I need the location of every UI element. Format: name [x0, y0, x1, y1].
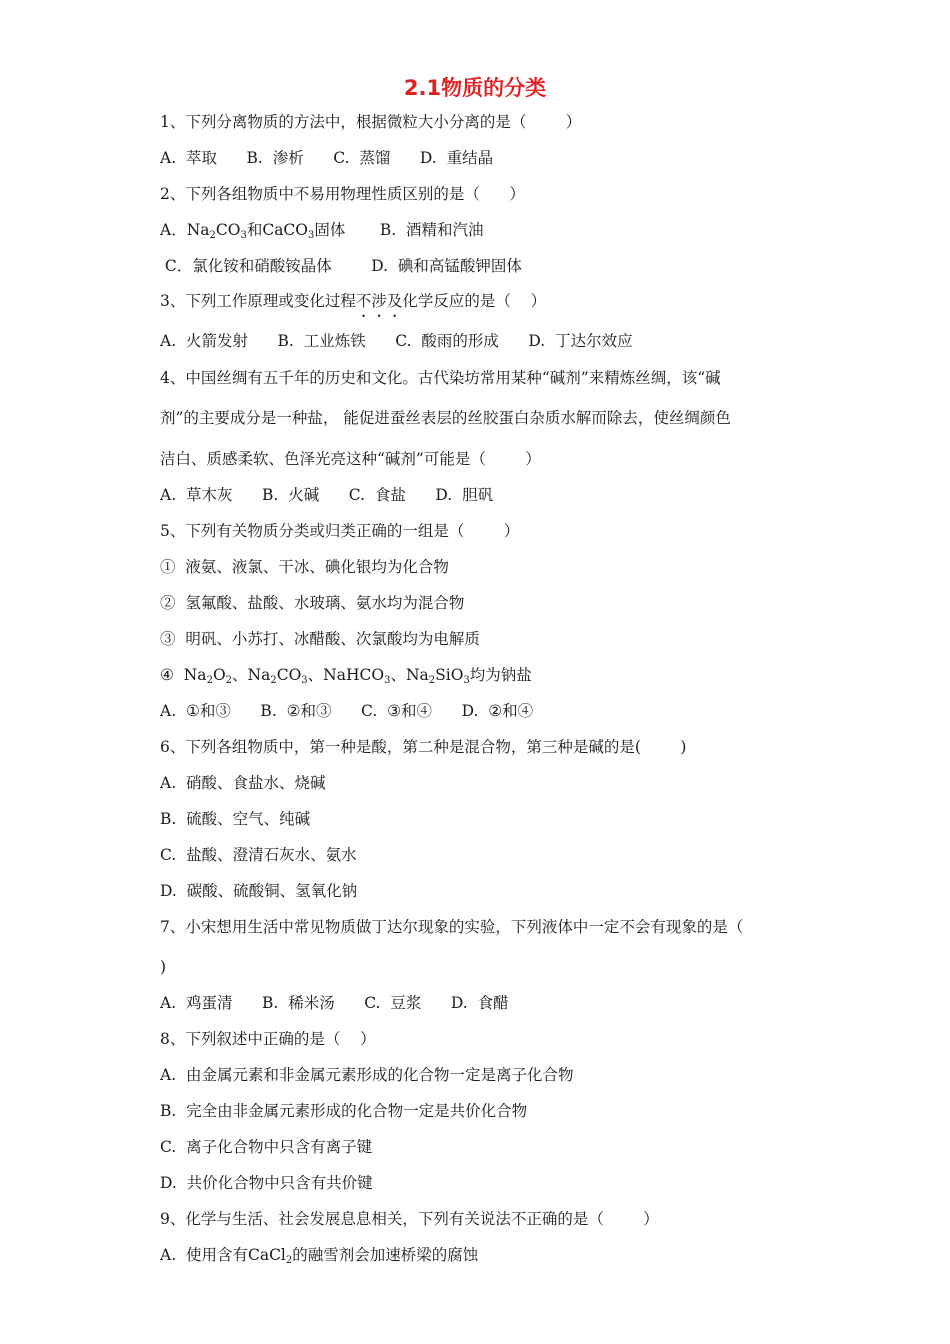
question-5-statement-1: ① 液氨、液氯、干冰、碘化银均为化合物	[160, 558, 449, 576]
question-4-line-3: 洁白、质感柔软、色泽光亮这种“碱剂”可能是（ ）	[160, 450, 541, 468]
question-7-line-2: )	[160, 958, 167, 976]
question-4-line-1: 4、中国丝绸有五千年的历史和文化。古代染坊常用某种“碱剂”来精炼丝绸，该“碱	[160, 369, 721, 387]
question-6-stem: 6、下列各组物质中，第一种是酸，第二种是混合物，第三种是碱的是( )	[160, 738, 687, 756]
question-8-option-a: A. 由金属元素和非金属元素形成的化合物一定是离子化合物	[160, 1066, 574, 1084]
question-7-line-1: 7、小宋想用生活中常见物质做丁达尔现象的实验，下列液体中一定不会有现象的是（	[160, 918, 744, 936]
question-8-stem: 8、下列叙述中正确的是（ ）	[160, 1030, 376, 1048]
question-6-option-a: A. 硝酸、食盐水、烧碱	[160, 774, 326, 792]
question-9-option-a: A. 使用含有CaCl$_2$的融雪剂会加速桥梁的腐蚀	[160, 1246, 479, 1266]
question-1-stem: 1、下列分离物质的方法中，根据微粒大小分离的是（ ）	[160, 113, 582, 131]
question-5-statement-3: ③ 明矾、小苏打、冰醋酸、次氯酸均为电解质	[160, 630, 480, 648]
page-title: 2.1物质的分类	[403, 76, 547, 100]
question-6-option-b: B. 硫酸、空气、纯碱	[160, 810, 311, 828]
question-5-options: A. ①和③ B. ②和③ C. ③和④ D. ②和④	[160, 702, 534, 720]
question-9-stem: 9、化学与生活、社会发展息息相关，下列有关说法不正确的是（ ）	[160, 1210, 659, 1228]
question-8-option-c: C. 离子化合物中只含有离子键	[160, 1138, 373, 1156]
question-3-stem: 3、下列工作原理或变化过程不涉及化学反应的是（ ）	[160, 292, 547, 310]
question-1-options: A. 萃取 B. 渗析 C. 蒸馏 D. 重结晶	[160, 149, 494, 167]
question-2-options-cd: C．氯化铵和硝酸铵晶体 D. 碘和高锰酸钾固体	[160, 257, 522, 275]
question-6-option-d: D. 碳酸、硫酸铜、氢氧化钠	[160, 882, 358, 900]
emphasis-dot: 不	[355, 292, 372, 310]
question-3-options: A. 火箭发射 B. 工业炼铁 C. 酸雨的形成 D. 丁达尔效应	[160, 332, 633, 350]
question-8-option-b: B. 完全由非金属元素形成的化合物一定是共价化合物	[160, 1102, 528, 1120]
emphasis-dot: 及	[386, 292, 403, 310]
question-4-line-2: 剂”的主要成分是一种盐， 能促进蚕丝表层的丝胶蛋白杂质水解而除去，使丝绸颜色	[160, 409, 731, 427]
question-5-statement-4: ④ $Na_2O_2$、$Na_2CO_3$、NaHCO$_3$、$Na_2SiO_3$均为钠盐	[160, 666, 532, 686]
question-2-options-ab: A．$Na_2CO_3$和CaCO$_3$固体 B. 酒精和汽油	[160, 221, 484, 241]
question-2-stem: 2、下列各组物质中不易用物理性质区别的是（ ）	[160, 185, 525, 203]
question-4-options: A. 草木灰 B. 火碱 C. 食盐 D. 胆矾	[160, 486, 494, 504]
question-6-option-c: C. 盐酸、澄清石灰水、氨水	[160, 846, 357, 864]
question-7-options: A. 鸡蛋清 B. 稀米汤 C. 豆浆 D. 食醋	[160, 994, 509, 1012]
question-5-statement-2: ② 氢氟酸、盐酸、水玻璃、氨水均为混合物	[160, 594, 465, 612]
question-5-stem: 5、下列有关物质分类或归类正确的一组是（ ）	[160, 522, 520, 540]
question-8-option-d: D. 共价化合物中只含有共价键	[160, 1174, 373, 1192]
emphasis-dot: 涉	[371, 292, 387, 310]
